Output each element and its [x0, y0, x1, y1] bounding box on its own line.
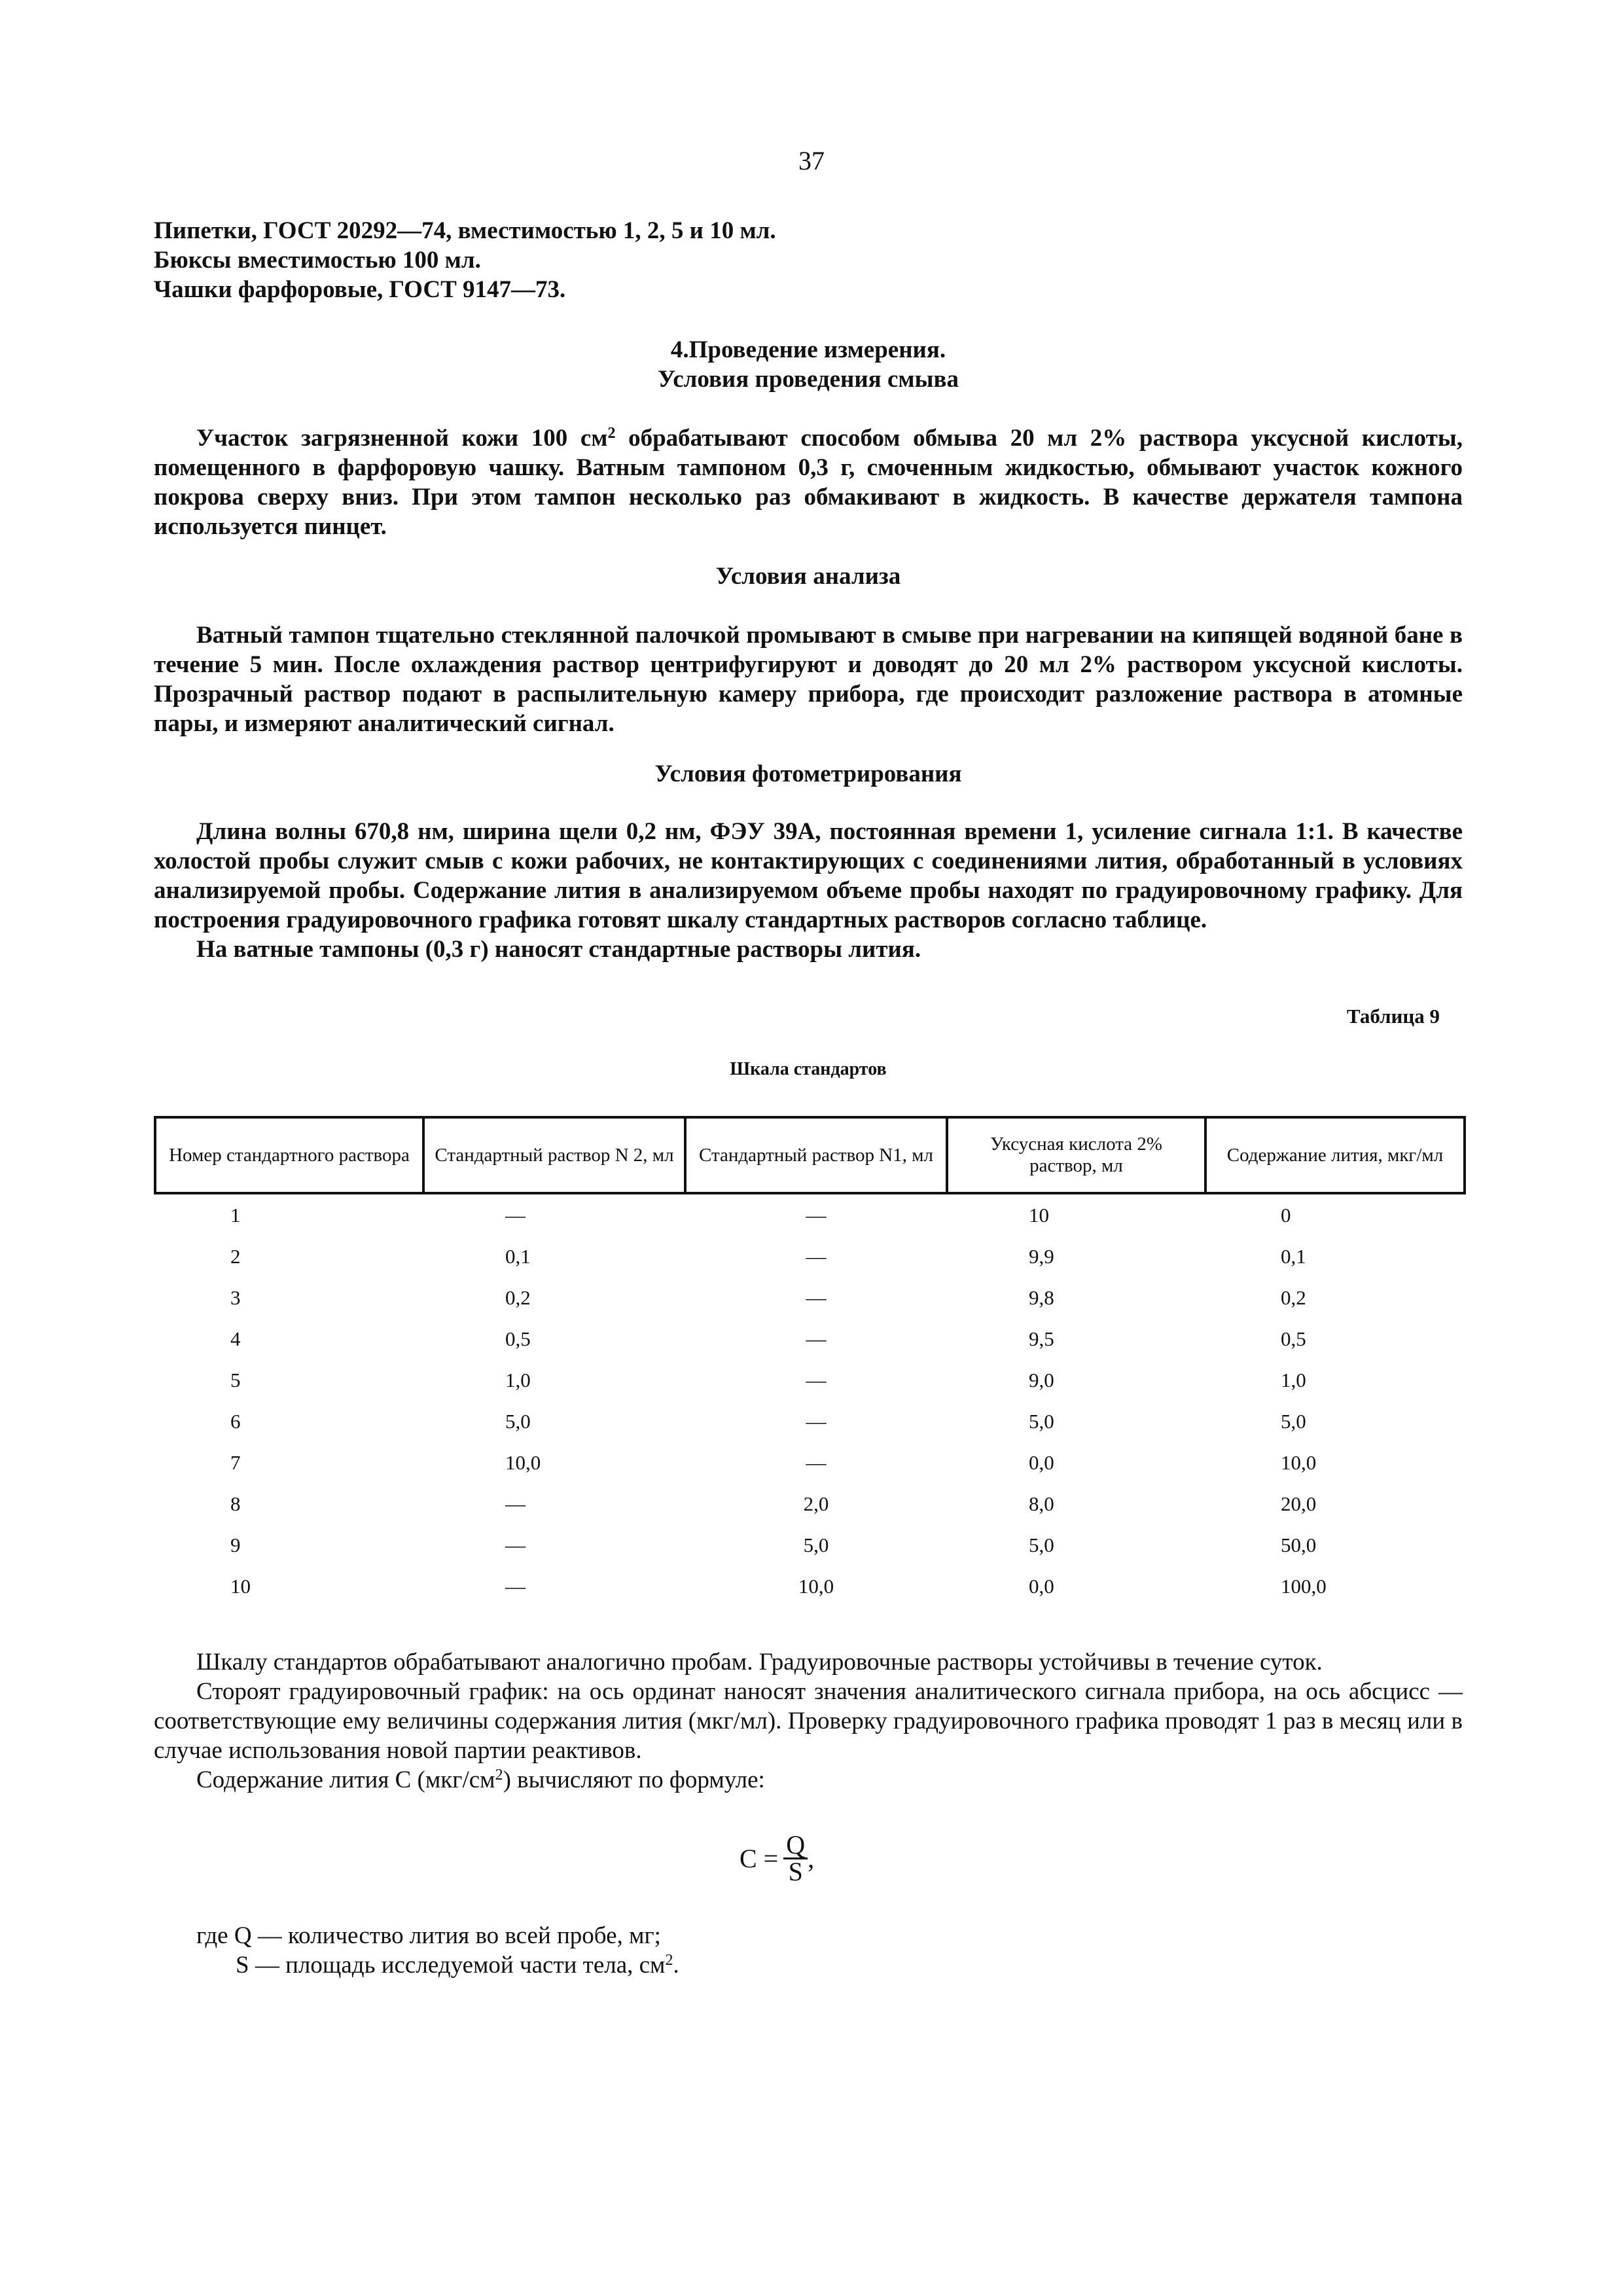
table-cell: 4	[230, 1327, 241, 1350]
photometry-paragraph	[154, 817, 1463, 964]
table-cell: 0,1	[1281, 1244, 1306, 1268]
table-header-cell: Стандартный раствор N 2, мл	[423, 1117, 685, 1193]
formula-intro-post: ) вычисляют по формуле:	[503, 1767, 765, 1793]
table-cell: 100,0	[1281, 1574, 1327, 1598]
section-subheading: Условия проведения смыва	[658, 366, 959, 393]
table-cell: 10,0	[1281, 1450, 1317, 1474]
formula-legend	[196, 1921, 1374, 1980]
wash-text-pre: Участок загрязненной кожи 100 см	[196, 425, 608, 452]
table-cell: 0,2	[1281, 1285, 1306, 1309]
table-cell: 5,0	[803, 1533, 829, 1556]
table-cell: —	[505, 1203, 526, 1227]
formula-numerator: Q	[783, 1833, 808, 1859]
table-cell: 0,5	[1281, 1327, 1306, 1350]
table-cell: 5,0	[1029, 1533, 1054, 1556]
table-title: Шкала стандартов	[730, 1059, 887, 1079]
table-cell: 10	[1029, 1203, 1049, 1227]
table-cell: —	[806, 1368, 827, 1391]
table-cell: 10	[230, 1574, 251, 1598]
calibration-paragraph: Сторoят градуировочный график: на ось ординат наносят значения аналитического сигнала прибора, на ось абсцисс — соответствующие ему величины содержания лития (мкг/мл). Проверку градуировочного графика проводят 1 раз в месяц или в случае использования новой партии реактивов.	[154, 1678, 1463, 1764]
table-cell: —	[806, 1203, 827, 1227]
table-cell: —	[505, 1533, 526, 1556]
section-heading: 4.Проведение измерения.	[670, 336, 946, 363]
legend-s-pre: S — площадь исследуемой части тела, см	[236, 1952, 666, 1979]
table-cell: 9,0	[1029, 1368, 1054, 1391]
table-header-cell: Уксусная кислота 2% раствор, мл	[947, 1117, 1205, 1193]
table-cell: —	[505, 1574, 526, 1598]
equipment-list	[154, 216, 1463, 304]
table-cell: 9,9	[1029, 1244, 1054, 1268]
table-row	[155, 1193, 1465, 1236]
table-cell: —	[806, 1327, 827, 1350]
table-row	[155, 1359, 1465, 1401]
table-row	[155, 1277, 1465, 1318]
equipment-item: Пипетки, ГОСТ 20292—74, вместимостью 1, 2, 5 и 10 мл.	[154, 217, 776, 244]
table-header-cell: Содержание лития, мкг/мл	[1205, 1117, 1465, 1193]
table-cell: 10,0	[798, 1574, 834, 1598]
table-cell: 9,5	[1029, 1327, 1054, 1350]
legend-s-post: .	[673, 1952, 679, 1979]
standards-table	[154, 1116, 1466, 1607]
analysis-text: Ватный тампон тщательно стеклянной палочкой промывают в смыве при нагревании на кипящей водяной бане в течение 5 мин. После охлаждения раствор центрифугируют и доводят до 20 мл 2% раствором уксусной кислоты. Прозрачный раствор подают в распылительную камеру прибора, где происходит разложение раствора в атомные пары, и измеряют аналитический сигнал.	[154, 622, 1463, 737]
legend-s	[196, 1950, 1374, 1980]
table-cell: 0,1	[505, 1244, 531, 1268]
table-cell: 10,0	[505, 1450, 541, 1474]
table-cell: 7	[230, 1450, 241, 1474]
table-cell: 1,0	[1281, 1368, 1306, 1391]
wash-text-sup: 2	[607, 425, 616, 442]
table-cell: 2,0	[803, 1492, 829, 1515]
formula-intro-sup: 2	[495, 1767, 503, 1784]
table-cell: —	[806, 1285, 827, 1309]
table-cell: —	[806, 1244, 827, 1268]
table-row	[155, 1236, 1465, 1277]
table-row	[155, 1318, 1465, 1359]
table-cell: 9	[230, 1533, 241, 1556]
table-row	[155, 1401, 1465, 1442]
table-cell: 50,0	[1281, 1533, 1317, 1556]
formula-lhs: С =	[740, 1844, 779, 1873]
table-cell: 3	[230, 1285, 241, 1309]
table-header-cell: Номер стандартного раствора	[155, 1117, 423, 1193]
after-table-text	[154, 1647, 1463, 1795]
table-cell: 2	[230, 1244, 241, 1268]
table-cell: 0	[1281, 1203, 1291, 1227]
page-number: 37	[798, 146, 825, 175]
table-cell: —	[806, 1450, 827, 1474]
table-cell: 0,0	[1029, 1450, 1054, 1474]
table-cell: 8	[230, 1492, 241, 1515]
table-header-row	[155, 1117, 1465, 1193]
legend-q: где Q — количество лития во всей пробе, мг;	[196, 1922, 661, 1949]
formula-tail: ,	[808, 1844, 815, 1873]
formula-intro	[154, 1765, 1463, 1795]
wash-text-post: обрабатывают способом обмыва 20 мл 2% раствора уксусной кислоты, помещенного в фарфоровую чашку. Ватным тампоном 0,3 г, смоченным жидкостью, обмывают участок кожного покрова сверху вниз. При этом тампон несколько раз обмакивают в жидкость. В качестве держателя тампона используется пинцет.	[154, 425, 1463, 540]
table-cell: 20,0	[1281, 1492, 1317, 1515]
table-row	[155, 1442, 1465, 1483]
table-cell: 0,2	[505, 1285, 531, 1309]
table-cell: 5,0	[505, 1409, 531, 1433]
photometry-text: Длина волны 670,8 нм, ширина щели 0,2 нм, ФЭУ 39А, постоянная времени 1, усиление сигнала 1:1. В качестве холостой пробы служит смыв с кожи рабочих, не контактирующих с соединениями лития, обработанный в условиях анализируемой пробы. Содержание лития в анализируемом объеме пробы находят по градуировочному графику. Для построения градуировочного графика готовят шкалу стандартных растворов согласно таблице.	[154, 818, 1463, 933]
table-cell: —	[505, 1492, 526, 1515]
photometry-text-2: На ватные тампоны (0,3 г) наносят стандартные растворы лития.	[196, 936, 921, 963]
table-label: Таблица 9	[1347, 1005, 1440, 1028]
table-cell: 0,5	[505, 1327, 531, 1350]
photometry-heading: Условия фотометрирования	[654, 761, 962, 787]
table-cell: 5,0	[1281, 1409, 1306, 1433]
table-header-cell: Стандартный раствор N1, мл	[685, 1117, 947, 1193]
table-cell: 6	[230, 1409, 241, 1433]
analysis-heading: Условия анализа	[715, 563, 901, 590]
equipment-item: Чашки фарфоровые, ГОСТ 9147—73.	[154, 276, 566, 303]
formula	[740, 1830, 815, 1905]
wash-conditions-paragraph	[154, 423, 1463, 541]
formula-intro-pre: Содержание лития С (мкг/см	[196, 1767, 495, 1793]
table-cell: 9,8	[1029, 1285, 1054, 1309]
stability-paragraph: Шкалу стандартов обрабатывают аналогично пробам. Градуировочные растворы устойчивы в течение суток.	[196, 1649, 1323, 1676]
table-row	[155, 1524, 1465, 1566]
table-cell: 5	[230, 1368, 241, 1391]
formula-denominator: S	[788, 1857, 803, 1886]
analysis-paragraph	[154, 620, 1463, 738]
table-cell: 5,0	[1029, 1409, 1054, 1433]
table-cell: 1,0	[505, 1368, 531, 1391]
table-cell: 0,0	[1029, 1574, 1054, 1598]
table-cell: 1	[230, 1203, 241, 1227]
equipment-item: Бюксы вместимостью 100 мл.	[154, 247, 481, 274]
table-cell: —	[806, 1409, 827, 1433]
table-row	[155, 1483, 1465, 1524]
legend-s-sup: 2	[665, 1952, 673, 1969]
table-row	[155, 1566, 1465, 1607]
table-cell: 8,0	[1029, 1492, 1054, 1515]
formula-fraction	[783, 1830, 808, 1886]
table-body	[155, 1193, 1465, 1607]
